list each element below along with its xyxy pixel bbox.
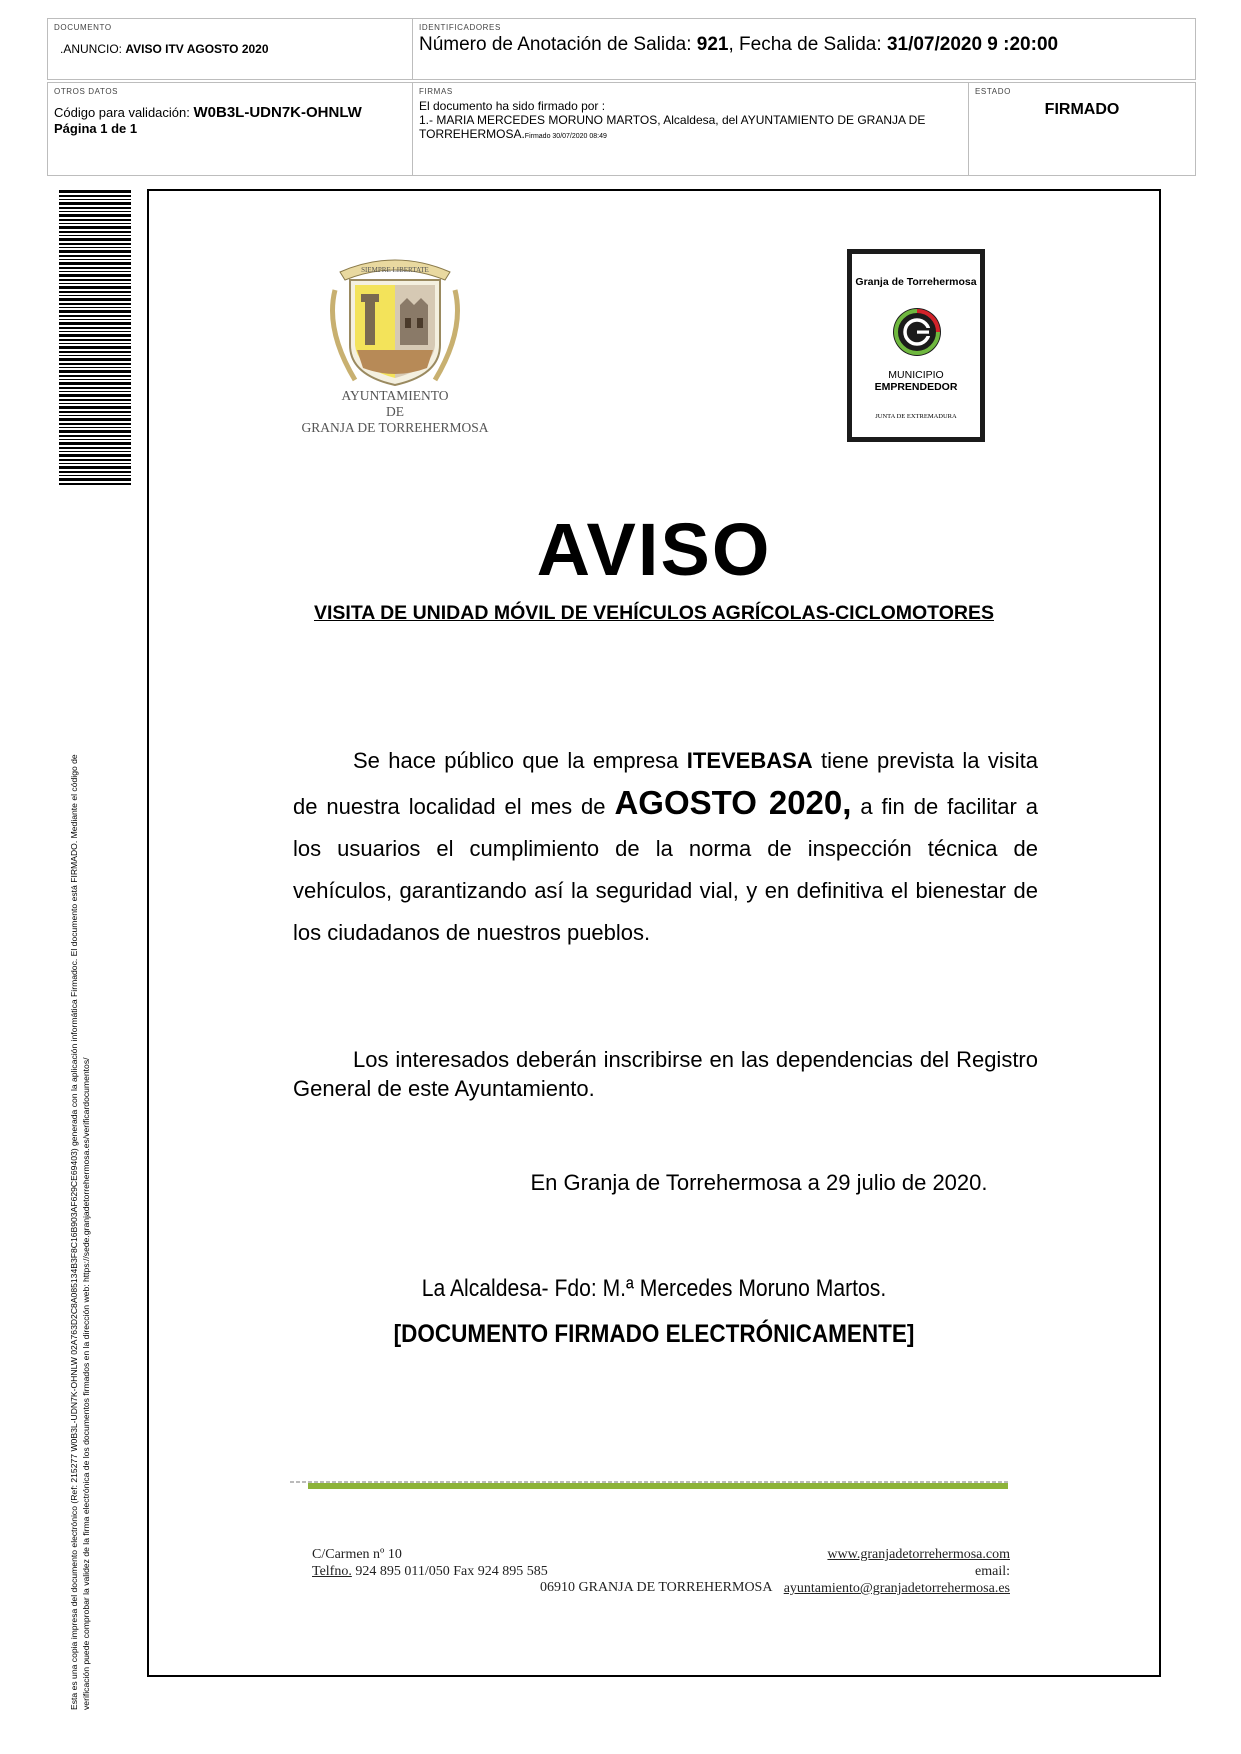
power-icon xyxy=(891,306,943,358)
badge-junta: JUNTA DE EXTREMADURA xyxy=(875,413,957,420)
badge-line2: EMPRENDEDOR xyxy=(874,381,958,393)
document-title xyxy=(60,42,269,56)
email-link[interactable]: ayuntamiento@granjadetorrehermosa.es xyxy=(783,1581,1010,1596)
document-name: AVISO ITV AGOSTO 2020 xyxy=(125,42,269,56)
company-name: ITEVEBASA xyxy=(686,748,813,773)
footer-address xyxy=(312,1546,548,1580)
badge-town: Granja de Torrehermosa xyxy=(855,276,977,288)
status-value: FIRMADO xyxy=(1044,101,1120,118)
crest-line1: AYUNTAMIENTO xyxy=(341,388,449,403)
crest-line3: GRANJA DE TORREHERMOSA xyxy=(301,420,489,435)
validation-code: W0B3L-UDN7K-OHNLW xyxy=(193,104,362,121)
crest-motto: SIEMPRE LIBERTATE xyxy=(361,266,429,274)
document-metadata-table xyxy=(47,18,1196,176)
p1-text-c: a fin de facilitar a los usuarios el cumplimiento de la norma de inspección técnica de vehículos, garantizando así la seguridad vial, y en definitiva el bienestar de los ciudadanos de nuestros pueblos. xyxy=(293,794,1038,945)
signature-info xyxy=(419,99,958,144)
notice-paragraph-2 xyxy=(293,1045,1038,1103)
date-text: En Granja de Torrehermosa a 29 julio de 2020. xyxy=(530,1170,988,1195)
verification-note-line1: Esta es una copia impresa del documento electrónico (Ref: 215277 W0B3L-UDN7K-OHNLW 02A763D2C8A085134B3F8C16B903AF629CE69403) generada con la aplicación informática Firmadoc. El documento está FIRMADO. Mediante el código de xyxy=(69,754,79,1710)
email-label: email: xyxy=(975,1564,1010,1579)
registration-label: Número de Anotación de Salida: xyxy=(419,34,697,55)
website-link[interactable]: www.granjadetorrehermosa.com xyxy=(827,1547,1010,1562)
signature-line: La Alcaldesa- Fdo: M.ª Mercedes Moruno Martos. xyxy=(421,1275,887,1302)
exit-date-label: , Fecha de Salida: xyxy=(728,34,887,55)
crest-line2: DE xyxy=(386,404,404,419)
signed-by-label: El documento ha sido firmado por : xyxy=(419,99,606,113)
p1-text-b: tiene prevista la visita de nuestra localidad el mes de xyxy=(293,748,1039,819)
badge-line1: MUNICIPIO xyxy=(888,369,944,381)
footer-city: 06910 GRANJA DE TORREHERMOSA xyxy=(540,1580,773,1595)
crest-caption xyxy=(280,388,510,436)
email-line xyxy=(760,1563,1010,1597)
verification-note-line2: verificación puede comprobar la validez de la firma electrónica de los documentos firmados en la dirección web: https://sede.granjadetorrehermosa.es/verificardocumentos/ xyxy=(81,1057,91,1710)
validation-label: Código para validación: xyxy=(54,105,194,120)
registration-info xyxy=(419,33,1135,57)
otros-caption: OTROS DATOS xyxy=(54,87,119,96)
identificadores-cell xyxy=(412,18,1196,80)
verification-note xyxy=(68,530,104,1710)
firmas-cell xyxy=(412,82,969,176)
visit-month: AGOSTO 2020, xyxy=(614,784,852,821)
otros-datos-cell xyxy=(47,82,413,176)
notice-subtitle: VISITA DE UNIDAD MÓVIL DE VEHÍCULOS AGRÍCOLAS-CICLOMOTORES xyxy=(313,602,994,624)
barcode-icon xyxy=(59,190,131,487)
street-address: C/Carmen nº 10 xyxy=(312,1547,402,1562)
p2-text: Los interesados deberán inscribirse en las dependencias del Registro General de este Ayuntamiento. xyxy=(293,1047,1038,1101)
electronic-signature-note: [DOCUMENTO FIRMADO ELECTRÓNICAMENTE] xyxy=(393,1320,915,1348)
notice-title: AVISO xyxy=(536,508,772,591)
exit-date: 31/07/2020 9 :20:00 xyxy=(886,34,1059,55)
badge-text xyxy=(852,369,980,393)
crest-icon xyxy=(295,250,495,390)
p1-text-a: Se hace público que la empresa xyxy=(353,748,687,773)
estado-cell xyxy=(968,82,1196,176)
phone-numbers: 924 895 011/050 Fax 924 895 585 xyxy=(351,1564,548,1579)
date-line xyxy=(147,1170,1161,1196)
footer-divider xyxy=(290,1478,1010,1490)
validation-info xyxy=(54,105,362,137)
documento-cell xyxy=(47,18,413,80)
documento-caption: DOCUMENTO xyxy=(54,23,112,32)
page-count: Página 1 de 1 xyxy=(54,121,138,136)
registration-number: 921 xyxy=(696,34,729,55)
notice-paragraph-1 xyxy=(293,740,1038,954)
municipio-emprendedor-badge xyxy=(847,249,985,442)
estado-caption: ESTADO xyxy=(975,87,1011,96)
identificadores-caption: IDENTIFICADORES xyxy=(419,23,501,32)
phone-label: Telfno. xyxy=(312,1564,352,1579)
document-prefix: .ANUNCIO: xyxy=(60,42,123,56)
signed-timestamp: Firmado 30/07/2020 08:49 xyxy=(524,133,607,140)
signer: 1.- MARIA MERCEDES MORUNO MARTOS, Alcaldesa, del AYUNTAMIENTO DE GRANJA DE TORREHERMOSA. xyxy=(419,113,926,141)
phone-fax xyxy=(312,1563,548,1580)
footer-contact xyxy=(760,1546,1010,1597)
firmas-caption: FIRMAS xyxy=(419,87,453,96)
